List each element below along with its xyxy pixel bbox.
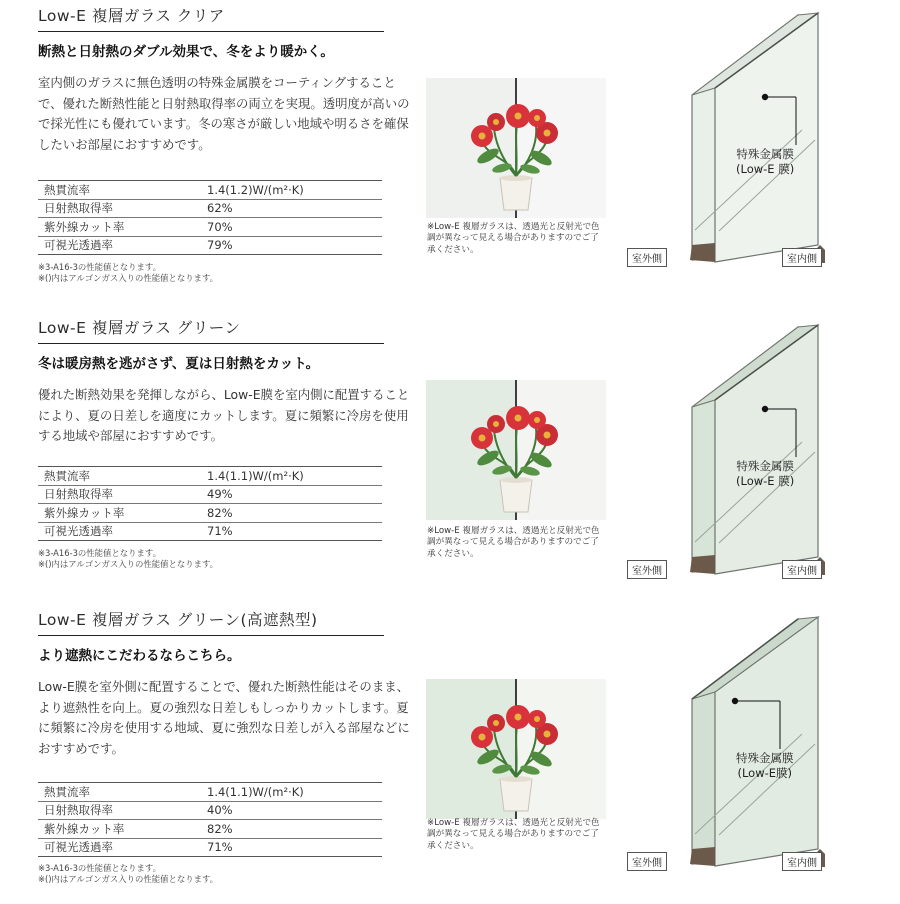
inside-tag: 室内側	[782, 560, 822, 579]
glass-diagram	[620, 317, 880, 587]
footnotes	[38, 548, 218, 570]
membrane-label	[736, 751, 794, 781]
section-clear	[0, 0, 900, 300]
membrane-label-line: (Low-E 膜)	[736, 474, 795, 488]
section-headline: 断熱と日射熱のダブル効果で、冬をより暖かく。	[38, 44, 334, 60]
outside-tag: 室外側	[627, 248, 667, 267]
spec-row	[38, 783, 382, 802]
title-divider	[38, 31, 384, 32]
section-green-high-shield	[0, 604, 900, 904]
spec-row	[38, 839, 382, 858]
spec-row	[38, 802, 382, 821]
spec-label: 熱貫流率	[44, 468, 90, 483]
section-description: Low-E膜を室外側に配置することで、優れた断熱性能はそのまま、より遮熱性を向上。夏の強烈な日差しもしっかりカットします。夏に頻繁に冷房を使用する地域、夏に強烈な日差しが入る部屋などにおすすめです。	[38, 679, 410, 756]
section-description: 優れた断熱効果を発揮しながら、Low-E膜を室内側に配置することにより、夏の日差しを適度にカットします。夏に頻繁に冷房を使用する地域や部屋におすすめです。	[38, 387, 410, 443]
spec-value: 71%	[207, 524, 233, 539]
spec-table	[38, 180, 382, 255]
spec-row	[38, 200, 382, 219]
title-divider	[38, 343, 384, 344]
flower-photo	[426, 380, 606, 520]
spec-row	[38, 486, 382, 505]
footnotes	[38, 863, 218, 885]
spec-row	[38, 218, 382, 237]
spec-label: 日射熱取得率	[44, 803, 113, 818]
spec-row	[38, 467, 382, 486]
footnote: ※()内はアルゴンガス入りの性能値となります。	[38, 874, 219, 884]
color-note: ※Low-E 複層ガラスは、透過光と反射光で色調が異なって見える場合がありますのでご了承ください。	[427, 222, 600, 255]
spec-label: 日射熱取得率	[44, 487, 113, 502]
spec-label: 紫外線カット率	[44, 219, 125, 234]
outside-tag: 室外側	[627, 852, 667, 871]
glass-diagram	[620, 609, 880, 879]
section-description: 室内側のガラスに無色透明の特殊金属膜をコーティングすることで、優れた断熱性能と日射熱取得率の両立を実現。透明度が高いので採光性にも優れています。冬の寒さが厳しい地域や明るさを確保したいお部屋におすすめです。	[38, 75, 410, 152]
spec-value: 71%	[207, 840, 233, 855]
spec-label: 紫外線カット率	[44, 505, 125, 520]
section-headline: 冬は暖房熱を逃がさず、夏は日射熱をカット。	[38, 356, 320, 372]
footnote: ※3-A16-3の性能値となります。	[38, 262, 161, 272]
spec-value: 1.4(1.1)W/(m²·K)	[207, 468, 304, 483]
spec-label: 日射熱取得率	[44, 201, 113, 216]
spec-value: 79%	[207, 238, 233, 253]
spec-table	[38, 466, 382, 541]
spec-row	[38, 820, 382, 839]
spec-label: 熱貫流率	[44, 784, 90, 799]
inside-tag: 室内側	[782, 852, 822, 871]
glass-diagram	[620, 5, 880, 275]
spec-value: 1.4(1.2)W/(m²·K)	[207, 182, 304, 197]
spec-value: 82%	[207, 505, 233, 520]
spec-value: 49%	[207, 487, 233, 502]
membrane-label-line: (Low-E膜)	[737, 766, 793, 780]
spec-value: 1.4(1.1)W/(m²·K)	[207, 784, 304, 799]
section-title: Low-E 複層ガラス クリア	[38, 7, 225, 25]
membrane-label-line: 特殊金属膜	[736, 459, 794, 473]
footnote: ※()内はアルゴンガス入りの性能値となります。	[38, 273, 219, 283]
spec-label: 可視光透過率	[44, 238, 113, 253]
spec-label: 熱貫流率	[44, 182, 90, 197]
spec-table	[38, 782, 382, 857]
spec-value: 40%	[207, 803, 233, 818]
spec-value: 70%	[207, 219, 233, 234]
spec-value: 62%	[207, 201, 233, 216]
flower-photo	[426, 78, 606, 218]
membrane-label	[736, 459, 794, 489]
section-headline: より遮熱にこだわるならこちら。	[38, 648, 241, 664]
spec-label: 紫外線カット率	[44, 821, 125, 836]
section-green	[0, 312, 900, 612]
spec-row	[38, 523, 382, 542]
membrane-label	[736, 147, 794, 177]
color-note: ※Low-E 複層ガラスは、透過光と反射光で色調が異なって見える場合がありますのでご了承ください。	[427, 526, 600, 559]
footnote: ※3-A16-3の性能値となります。	[38, 548, 161, 558]
membrane-label-line: 特殊金属膜	[736, 147, 794, 161]
inside-tag: 室内側	[782, 248, 822, 267]
footnotes	[38, 262, 218, 284]
spec-value: 82%	[207, 821, 233, 836]
spec-row	[38, 504, 382, 523]
spec-row	[38, 181, 382, 200]
title-divider	[38, 635, 384, 636]
spec-row	[38, 237, 382, 256]
section-title: Low-E 複層ガラス グリーン	[38, 319, 241, 337]
flower-photo	[426, 679, 606, 819]
spec-label: 可視光透過率	[44, 524, 113, 539]
outside-tag: 室外側	[627, 560, 667, 579]
membrane-label-line: 特殊金属膜	[736, 751, 794, 765]
section-title: Low-E 複層ガラス グリーン(高遮熱型)	[38, 611, 318, 629]
color-note: ※Low-E 複層ガラスは、透過光と反射光で色調が異なって見える場合がありますのでご了承ください。	[427, 818, 600, 851]
footnote: ※()内はアルゴンガス入りの性能値となります。	[38, 559, 219, 569]
spec-label: 可視光透過率	[44, 840, 113, 855]
membrane-label-line: (Low-E 膜)	[736, 162, 795, 176]
footnote: ※3-A16-3の性能値となります。	[38, 863, 161, 873]
